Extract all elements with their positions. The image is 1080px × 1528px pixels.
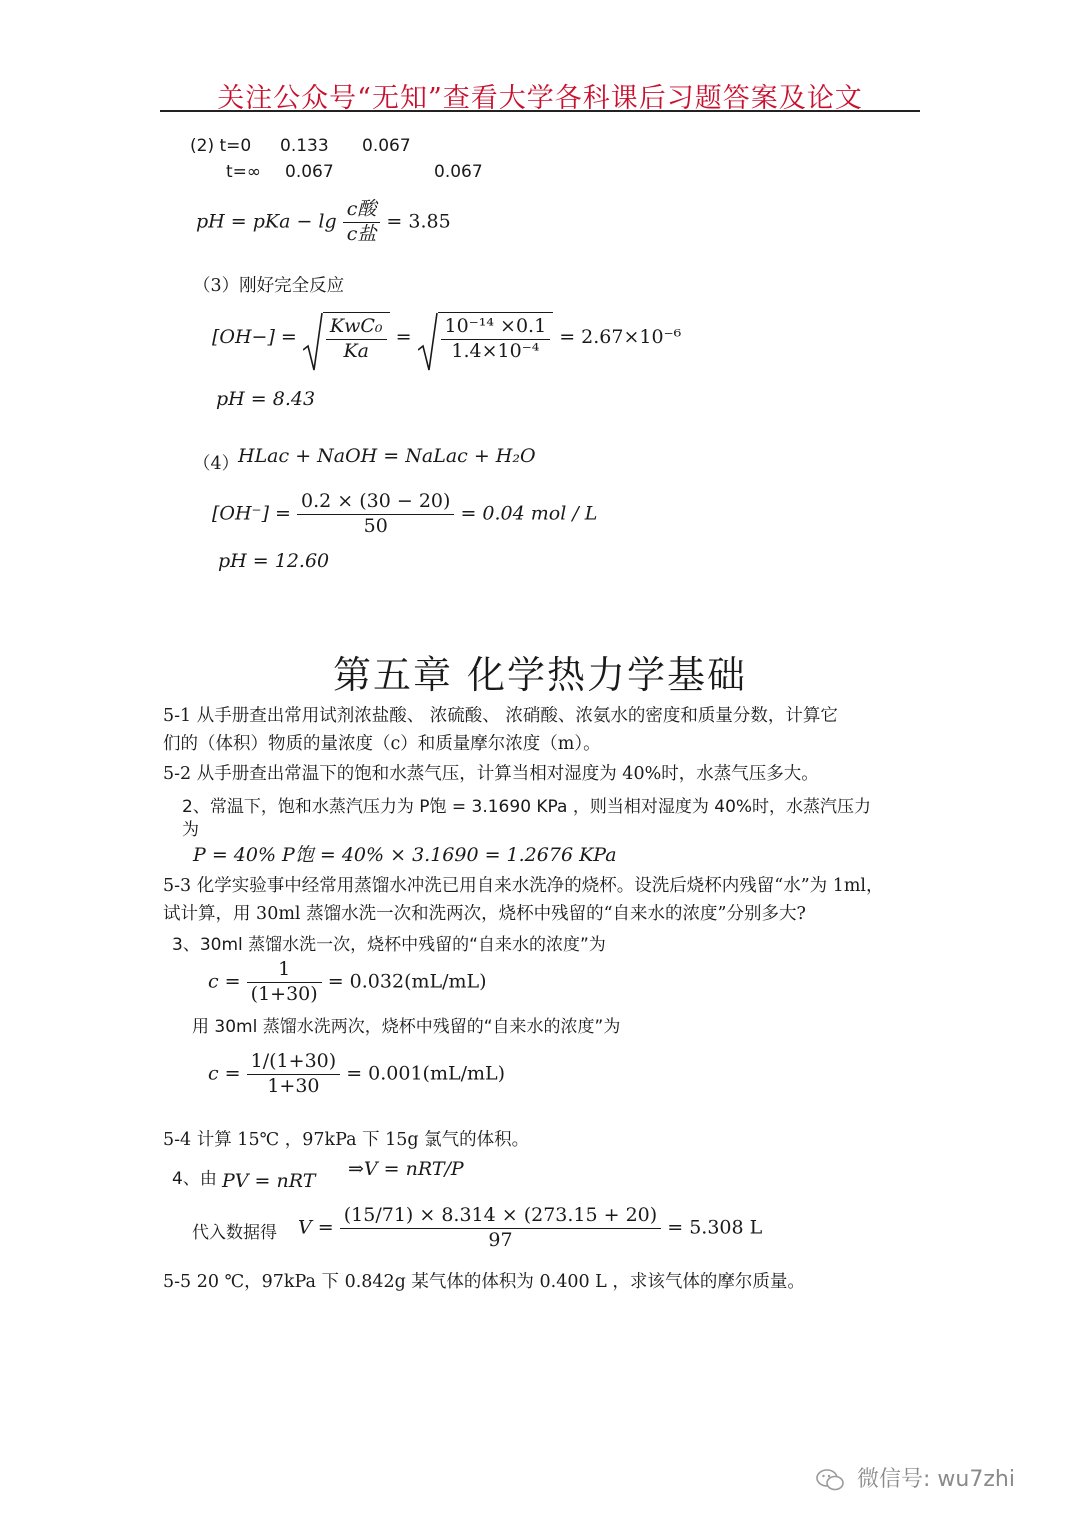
q54-volume-denominator: 97 [488, 1228, 513, 1251]
part2-row2-value2: 0.067 [434, 162, 483, 182]
radical-icon [418, 312, 438, 372]
q53-line2: 试计算，用 30ml 蒸馏水洗一次和洗两次，烧杯中残留的“自来水的浓度”分别多大? [163, 904, 806, 924]
part3-oh-equation [212, 312, 681, 364]
q53-eq1-numerator: 1 [247, 958, 322, 983]
q54-volume-result: = 5.308 L [667, 1216, 763, 1239]
q54-answer-prefix: 4、由 [172, 1169, 217, 1189]
part3-result: = 2.67×10⁻⁶ [559, 325, 682, 348]
part4-ph: pH = 12.60 [218, 550, 330, 572]
q54-ideal-gas-law: PV = nRT [222, 1170, 316, 1192]
q55-line1: 5-5 20 ℃，97kPa 下 0.842g 某气体的体积为 0.400 L ，求该气体的摩尔质量。 [163, 1272, 805, 1292]
q54-substitute-label: 代入数据得 [192, 1223, 277, 1243]
q53-eq1-fraction [247, 958, 322, 1007]
sqrt-symbol-1 [303, 312, 390, 364]
sqrt1-denominator: Ka [343, 339, 369, 362]
q53-line1: 5-3 化学实验事中经常用蒸馏水冲洗已用自来水洗净的烧杯。设洗后烧杯内残留“水”为 1ml， [163, 876, 884, 896]
header-divider [160, 110, 920, 112]
part3-oh-lhs: [OH−] = [212, 325, 297, 348]
wechat-id-text: 微信号: wu7zhi [857, 1467, 1015, 1492]
page-header-title: 关注公众号“无知”查看大学各科课后习题答案及论文 [217, 83, 863, 114]
q53-equation2 [208, 1050, 505, 1099]
part2-row1-value2: 0.067 [362, 136, 411, 156]
q53-eq2-numerator: 1/(1+30) [247, 1050, 341, 1075]
q54-volume-fraction [340, 1204, 661, 1253]
part3-ph: pH = 8.43 [216, 388, 316, 410]
q53-eq2-result: = 0.001(mL/mL) [346, 1062, 506, 1085]
q52-answer-equation: P = 40% P饱 = 40% × 3.1690 = 1.2676 KPa [193, 844, 617, 866]
part2-row1-label: (2) t=0 [190, 136, 252, 156]
q51-line1: 5-1 从手册查出常用试剂浓盐酸、 浓硫酸、 浓硝酸、浓氨水的密度和质量分数，计算它 [163, 706, 838, 726]
part4-fraction [297, 490, 454, 539]
q53-eq2-denominator: 1+30 [267, 1074, 320, 1097]
q53-eq2-fraction [247, 1050, 341, 1099]
sqrt2-denominator: 1.4×10⁻⁴ [451, 339, 540, 362]
part4-oh-lhs: [OH⁻] = [212, 502, 291, 525]
q53-answer-line2: 用 30ml 蒸馏水洗两次，烧杯中残留的“自来水的浓度”为 [192, 1017, 621, 1037]
sqrt1-numerator: KwC₀ [326, 315, 387, 340]
wechat-icon [816, 1469, 844, 1491]
q54-volume-numerator: (15/71) × 8.314 × (273.15 + 20) [340, 1204, 661, 1229]
q53-equation1 [208, 958, 487, 1007]
part2-eq-result: = 3.85 [386, 210, 451, 233]
part4-numerator: 0.2 × (30 − 20) [297, 490, 454, 515]
wechat-watermark [816, 1462, 1015, 1493]
q51-line2: 们的（体积）物质的量浓度（c）和质量摩尔浓度（m）。 [163, 734, 601, 754]
part2-row2-value1: 0.067 [285, 162, 334, 182]
part2-ph-equation [196, 198, 451, 247]
q53-eq2-lhs: c = [208, 1062, 241, 1085]
q52-line1: 5-2 从手册查出常温下的饱和水蒸气压，计算当相对湿度为 40%时，水蒸气压多大。 [163, 764, 819, 784]
q54-volume-formula: ⇒V = nRT/P [348, 1158, 464, 1180]
part2-eq-denominator: c盐 [346, 222, 377, 245]
part4-label: （4） [193, 454, 240, 474]
q53-eq1-result: = 0.032(mL/mL) [327, 970, 487, 993]
part2-row2-label: t=∞ [226, 162, 262, 182]
q52-answer-line2: 为 [182, 820, 199, 840]
radical-icon [303, 312, 323, 372]
sqrt2-numerator: 10⁻¹⁴ ×0.1 [441, 315, 551, 340]
part3-eq-sign: = [395, 325, 412, 348]
part3-label: （3）刚好完全反应 [193, 276, 345, 296]
part2-fraction [343, 198, 381, 247]
q53-answer-line1: 3、30ml 蒸馏水洗一次，烧杯中残留的“自来水的浓度”为 [172, 935, 606, 955]
sqrt-symbol-2 [418, 312, 554, 364]
part2-eq-numerator: c酸 [343, 198, 381, 223]
part4-oh-equation [212, 490, 597, 539]
part2-row1-value1: 0.133 [280, 136, 329, 156]
q53-eq1-lhs: c = [208, 970, 241, 993]
q52-answer-line1: 2、常温下，饱和水蒸汽压力为 P饱 = 3.1690 KPa ，则当相对湿度为 40%时，水蒸汽压力 [182, 797, 872, 817]
chapter-title: 第五章 化学热力学基础 [332, 653, 748, 697]
part2-eq-lhs: pH = pKa − lg [196, 210, 337, 233]
q54-volume-lhs: V = [298, 1216, 334, 1239]
part4-reaction: HLac + NaOH = NaLac + H₂O [238, 445, 536, 467]
part4-result: = 0.04 mol / L [460, 502, 598, 525]
q54-volume-equation [298, 1204, 762, 1253]
q54-line1: 5-4 计算 15℃ ，97kPa 下 15g 氯气的体积。 [163, 1130, 530, 1150]
part4-denominator: 50 [363, 514, 388, 537]
q53-eq1-denominator: (1+30) [250, 982, 318, 1005]
